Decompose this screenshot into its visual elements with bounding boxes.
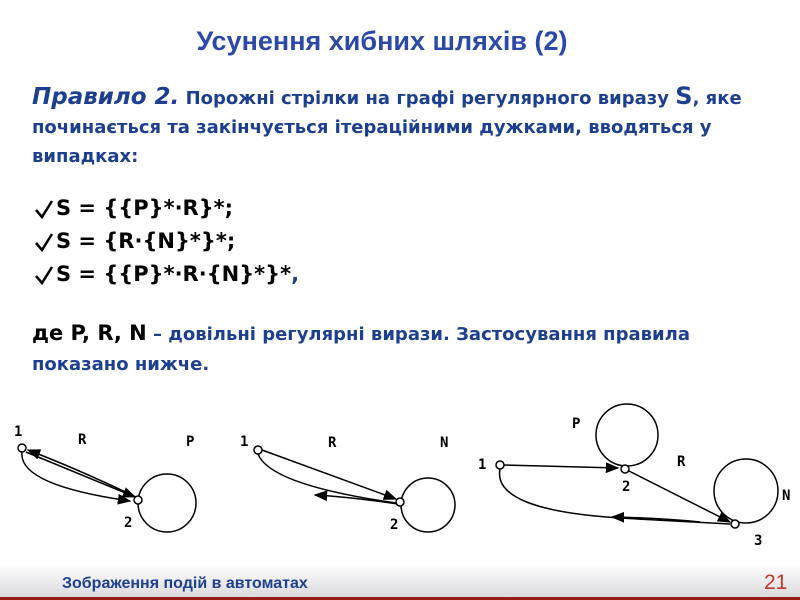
node-label-2: 2 (390, 517, 399, 533)
checkmark-icon (34, 264, 54, 286)
graph-1 (14, 424, 196, 532)
graph-2 (240, 434, 455, 533)
formula-item (34, 192, 634, 225)
loop-p (138, 474, 196, 532)
formula-list (34, 192, 634, 291)
edge-1-2 (503, 465, 618, 468)
formula-text: S = {R·{N}*}*; (56, 229, 236, 253)
checkmark-icon (34, 231, 54, 253)
state-node (621, 465, 629, 473)
edge-label-r: R (78, 432, 87, 448)
checkmark-icon (34, 198, 54, 220)
formula-text: S = {{P}*·R}*; (56, 196, 234, 220)
rule-text-part-1: Порожні стрілки на графі регулярного виразу (185, 88, 676, 109)
formula-text: S = {{P}*·R·{N}*}* (56, 262, 292, 286)
graph-3 (478, 404, 790, 549)
page-number: 21 (764, 571, 788, 594)
edge-label-p: P (186, 434, 195, 450)
edge-label-r: R (677, 454, 686, 470)
edge-empty-forward (22, 452, 130, 501)
edge-label-n: N (782, 488, 791, 504)
state-node (134, 496, 142, 504)
description-variables: де P, R, N (32, 321, 147, 345)
loop-p (596, 404, 658, 466)
rule-symbol: S (675, 82, 693, 110)
loop-n (401, 478, 455, 532)
loop-n (714, 459, 778, 523)
rule-label: Правило 2. (32, 84, 180, 110)
edge-label-n: N (440, 435, 449, 451)
node-label-1: 1 (14, 424, 23, 440)
description-paragraph (32, 318, 792, 380)
formula-item (34, 225, 634, 258)
slide-title: Усунення хибних шляхів (2) (196, 26, 568, 56)
rule-paragraph (32, 82, 772, 171)
rule-text-part-2: , яке починається та закінчується ітераційними дужками, вводяться у випадках: (32, 88, 742, 167)
formula-suffix: , (291, 262, 300, 286)
state-node (18, 444, 26, 452)
node-label-3: 3 (754, 533, 763, 549)
edge-empty-back (500, 469, 730, 524)
edge-label-p: P (572, 416, 581, 432)
edge-r (26, 452, 135, 497)
state-node (731, 520, 739, 528)
node-label-2: 2 (124, 515, 133, 531)
state-node (254, 446, 262, 454)
formula-item (34, 258, 634, 291)
footer-title: Зображення подій в автоматах (62, 575, 308, 592)
state-node (496, 461, 504, 469)
node-label-1: 1 (478, 457, 487, 473)
state-node (396, 498, 404, 506)
node-label-2: 2 (622, 479, 631, 495)
edge-label-r: R (328, 435, 337, 451)
graph-diagrams (0, 400, 800, 560)
edge-empty-back (28, 450, 138, 498)
description-text: – довільні регулярні вирази. Застосування правила показано нижче. (32, 324, 690, 375)
node-label-1: 1 (240, 434, 249, 450)
